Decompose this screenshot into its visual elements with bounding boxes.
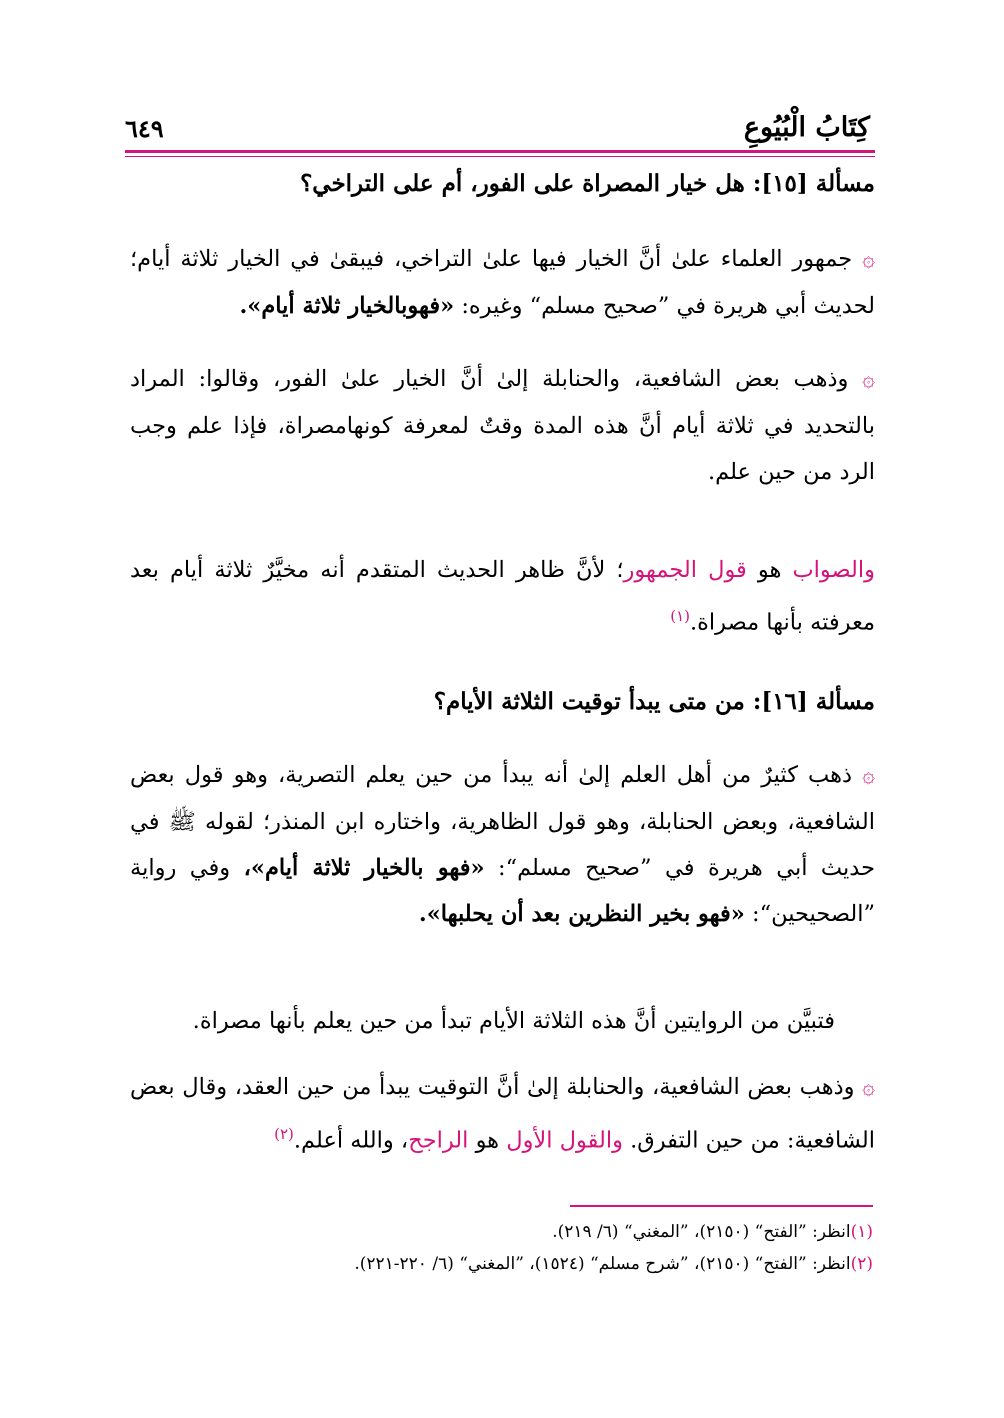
flower-ornament-icon: ۞ bbox=[862, 1075, 875, 1100]
issue-16-paragraph-1 bbox=[130, 752, 875, 937]
issue-16-title: من متى يبدأ توقيت الثلاثة الأيام؟ bbox=[433, 688, 745, 715]
verdict-highlight: قول الجمهور bbox=[623, 557, 747, 583]
footnote-marker-2: (٢) bbox=[274, 1125, 294, 1143]
conclusion-end: ، والله أعلم. bbox=[293, 1127, 409, 1154]
hadith-quote: «فهوبالخيار ثلاثة أيام». bbox=[239, 293, 455, 319]
footnote-2-number: (٢) bbox=[850, 1254, 873, 1274]
issue-16-label: مسألة [١٦]: bbox=[752, 688, 875, 715]
issue-15-p3-text: ؛ لأنَّ ظاهر الحديث المتقدم أنه مخيَّرٌ ثلاثة أيام بعد معرفته بأنها مصراة. bbox=[130, 557, 875, 636]
hadith-quote-1: «فهو بالخيار ثلاثة أيام»، bbox=[243, 855, 485, 881]
header-rule-thick bbox=[125, 150, 875, 153]
footnote-2 bbox=[130, 1250, 873, 1278]
issue-15-paragraph-3 bbox=[130, 547, 875, 646]
issue-15-title: هل خيار المصراة على الفور، أم على التراخي؟ bbox=[300, 170, 745, 197]
issue-16-p2-text: فتبيَّن من الروايتين أنَّ هذه الثلاثة الأيام تبدأ من حين يعلم بأنها مصراة. bbox=[192, 1008, 835, 1034]
issue-16-p1-text: ذهب كثيرٌ من أهل العلم إلىٰ أنه يبدأ من حين يعلم التصرية، وهو قول بعض الشافعية، وبعض الحنابلة، وهو قول الظاهرية، واختاره ابن المنذر؛ لقوله ﷺ في حديث أبي هريرة في ”صحيح مسلم“: bbox=[130, 762, 875, 881]
flower-ornament-icon: ۞ bbox=[862, 763, 875, 788]
page-number: ٦٤٩ bbox=[125, 114, 164, 143]
issue-16-p1-text-2: وفي رواية ”الصحيحين“: bbox=[130, 855, 875, 927]
issue-16-paragraph-3 bbox=[130, 1064, 875, 1164]
flower-ornament-icon: ۞ bbox=[862, 367, 875, 392]
issue-16-paragraph-2 bbox=[130, 998, 835, 1044]
issue-15-paragraph-2 bbox=[130, 356, 875, 495]
issue-15-label: مسألة [١٥]: bbox=[752, 170, 875, 197]
flower-ornament-icon: ۞ bbox=[862, 247, 875, 272]
footnote-1 bbox=[130, 1218, 873, 1246]
issue-16-p3-text: وذهب بعض الشافعية، والحنابلة إلىٰ أنَّ التوقيت يبدأ من حين العقد، وقال بعض الشافعية: من حين التفرق. bbox=[130, 1074, 875, 1154]
header-rule-thin bbox=[125, 156, 875, 157]
verdict-lead: والصواب bbox=[792, 557, 875, 583]
footnote-separator bbox=[570, 1205, 873, 1207]
footnote-1-number: (١) bbox=[850, 1222, 873, 1242]
conclusion-highlight: الراجح bbox=[408, 1127, 469, 1154]
footnote-marker-1: (١) bbox=[670, 607, 690, 625]
issue-16-heading bbox=[130, 688, 875, 715]
issue-15-paragraph-1 bbox=[130, 236, 875, 329]
footnote-1-text: انظر: ”الفتح“ (٢١٥٠)، ”المغني“ (٦/ ٢١٩). bbox=[552, 1222, 851, 1242]
issue-15-p1-text: جمهور العلماء علىٰ أنَّ الخيار فيها علىٰ التراخي، فيبقىٰ في الخيار ثلاثة أيام؛ لحديث أبي هريرة في ”صحيح مسلم“ وغيره: bbox=[130, 246, 875, 319]
conclusion-lead: والقول الأول bbox=[506, 1127, 623, 1154]
footnote-2-text: انظر: ”الفتح“ (٢١٥٠)، ”شرح مسلم“ (١٥٢٤)، ”المغني“ (٦/ ٢٢٠-٢٢١). bbox=[354, 1254, 851, 1274]
conclusion-connector: هو bbox=[475, 1127, 500, 1154]
hadith-quote-2: «فهو بخير النظرين بعد أن يحلبها». bbox=[418, 901, 745, 927]
running-header-title: كِتَابُ الْبُيُوعِ bbox=[743, 112, 870, 143]
issue-15-heading bbox=[130, 170, 875, 197]
issue-15-p2-text: وذهب بعض الشافعية، والحنابلة إلىٰ أنَّ الخيار علىٰ الفور، وقالوا: المراد بالتحديد في ثلاثة أيام أنَّ هذه المدة وقتٌ لمعرفة كونهامصراة، فإذا علم وجب الرد من حين علم. bbox=[130, 366, 875, 485]
verdict-connector: هو bbox=[757, 557, 782, 583]
